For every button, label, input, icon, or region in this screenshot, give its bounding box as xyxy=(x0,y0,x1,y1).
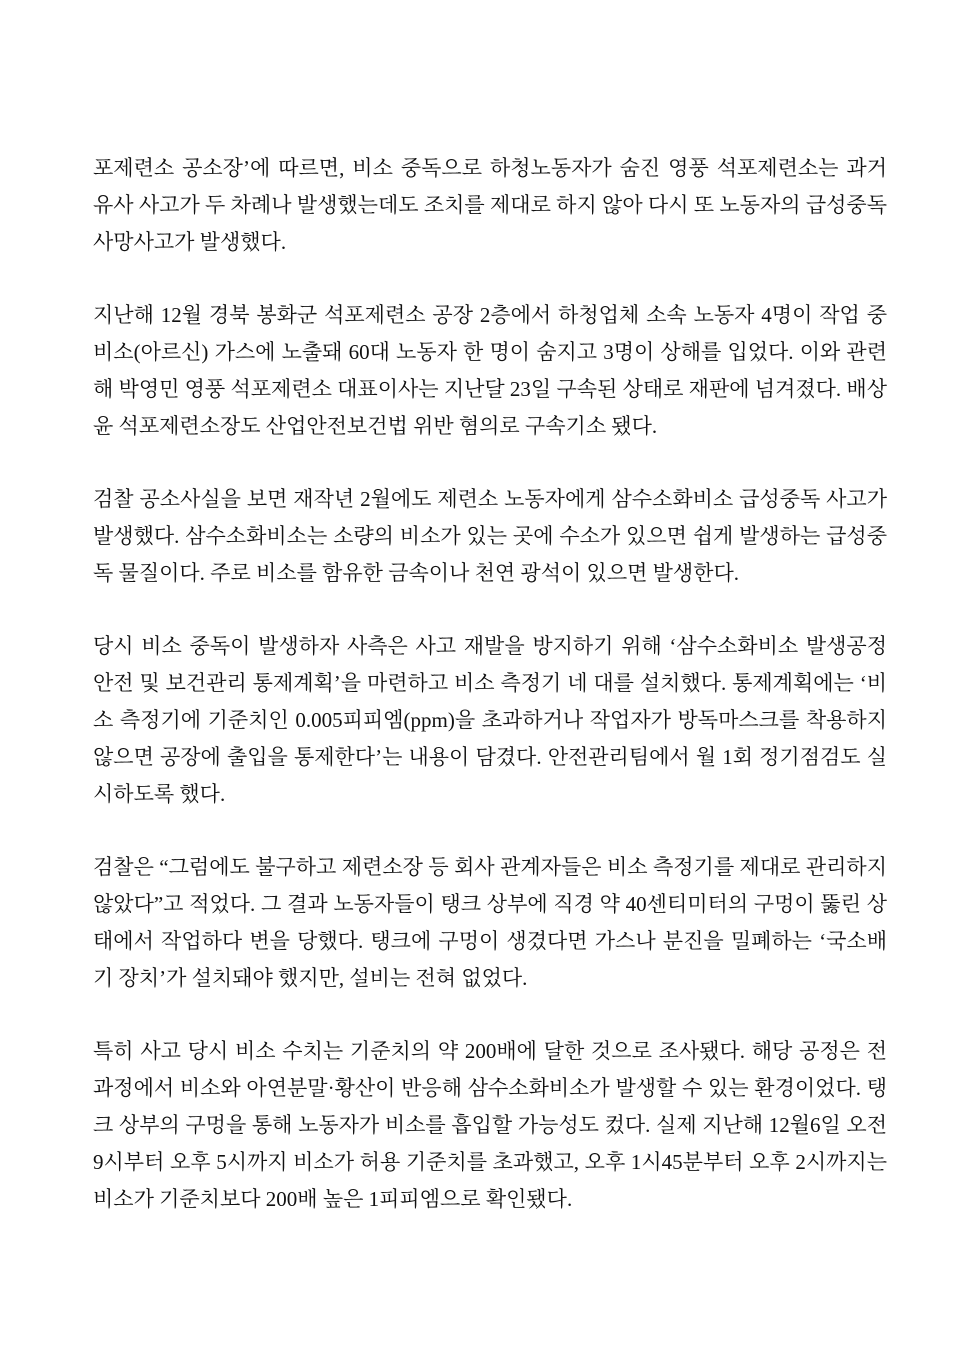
article-paragraph-6: 특히 사고 당시 비소 수치는 기준치의 약 200배에 달한 것으로 조사됐다. 해당 공정은 전 과정에서 비소와 아연분말·황산이 반응해 삼수소화비소가 발생할 수 있는 환경이었다. 탱크 상부의 구멍을 통해 노동자가 비소를 흡입할 가능성도 컸다. 실제 지난해 12월6일 오전 9시부터 오후 5시까지 비소가 허용 기준치를 초과했고, 오후 1시45분부터 오후 2시까지는 비소가 기준치보다 200배 높은 1피피엠으로 확인됐다. xyxy=(93,1039,887,1211)
article-body xyxy=(93,150,887,1218)
article-paragraph-4: 당시 비소 중독이 발생하자 사측은 사고 재발을 방지하기 위해 ‘삼수소화비소 발생공정 안전 및 보건관리 통제계획’을 마련하고 비소 측정기 네 대를 설치했다. 통제계획에는 ‘비소 측정기에 기준치인 0.005피피엠(ppm)을 초과하거나 작업자가 방독마스크를 착용하지 않으면 공장에 출입을 통제한다’는 내용이 담겼다. 안전관리팀에서 월 1회 정기점검도 실시하도록 했다. xyxy=(93,634,887,806)
article-paragraph-5: 검찰은 “그럼에도 불구하고 제련소장 등 회사 관계자들은 비소 측정기를 제대로 관리하지 않았다”고 적었다. 그 결과 노동자들이 탱크 상부에 직경 약 40센티미터의 구멍이 뚫린 상태에서 작업하다 변을 당했다. 탱크에 구멍이 생겼다면 가스나 분진을 밀폐하는 ‘국소배기 장치’가 설치돼야 했지만, 설비는 전혀 없었다. xyxy=(93,855,887,990)
article-paragraph-2: 지난해 12월 경북 봉화군 석포제련소 공장 2층에서 하청업체 소속 노동자 4명이 작업 중 비소(아르신) 가스에 노출돼 60대 노동자 한 명이 숨지고 3명이 상해를 입었다. 이와 관련해 박영민 영풍 석포제련소 대표이사는 지난달 23일 구속된 상태로 재판에 넘겨졌다. 배상윤 석포제련소장도 산업안전보건법 위반 혐의로 구속기소 됐다. xyxy=(93,303,888,438)
article-paragraph-3: 검찰 공소사실을 보면 재작년 2월에도 제련소 노동자에게 삼수소화비소 급성중독 사고가 발생했다. 삼수소화비소는 소량의 비소가 있는 곳에 수소가 있으면 쉽게 발생하는 급성중독 물질이다. 주로 비소를 함유한 금속이나 천연 광석이 있으면 발생한다. xyxy=(93,487,887,585)
article-paragraph-1: 포제련소 공소장’에 따르면, 비소 중독으로 하청노동자가 숨진 영풍 석포제련소는 과거 유사 사고가 두 차례나 발생했는데도 조치를 제대로 하지 않아 다시 또 노동자의 급성중독 사망사고가 발생했다. xyxy=(93,156,887,254)
